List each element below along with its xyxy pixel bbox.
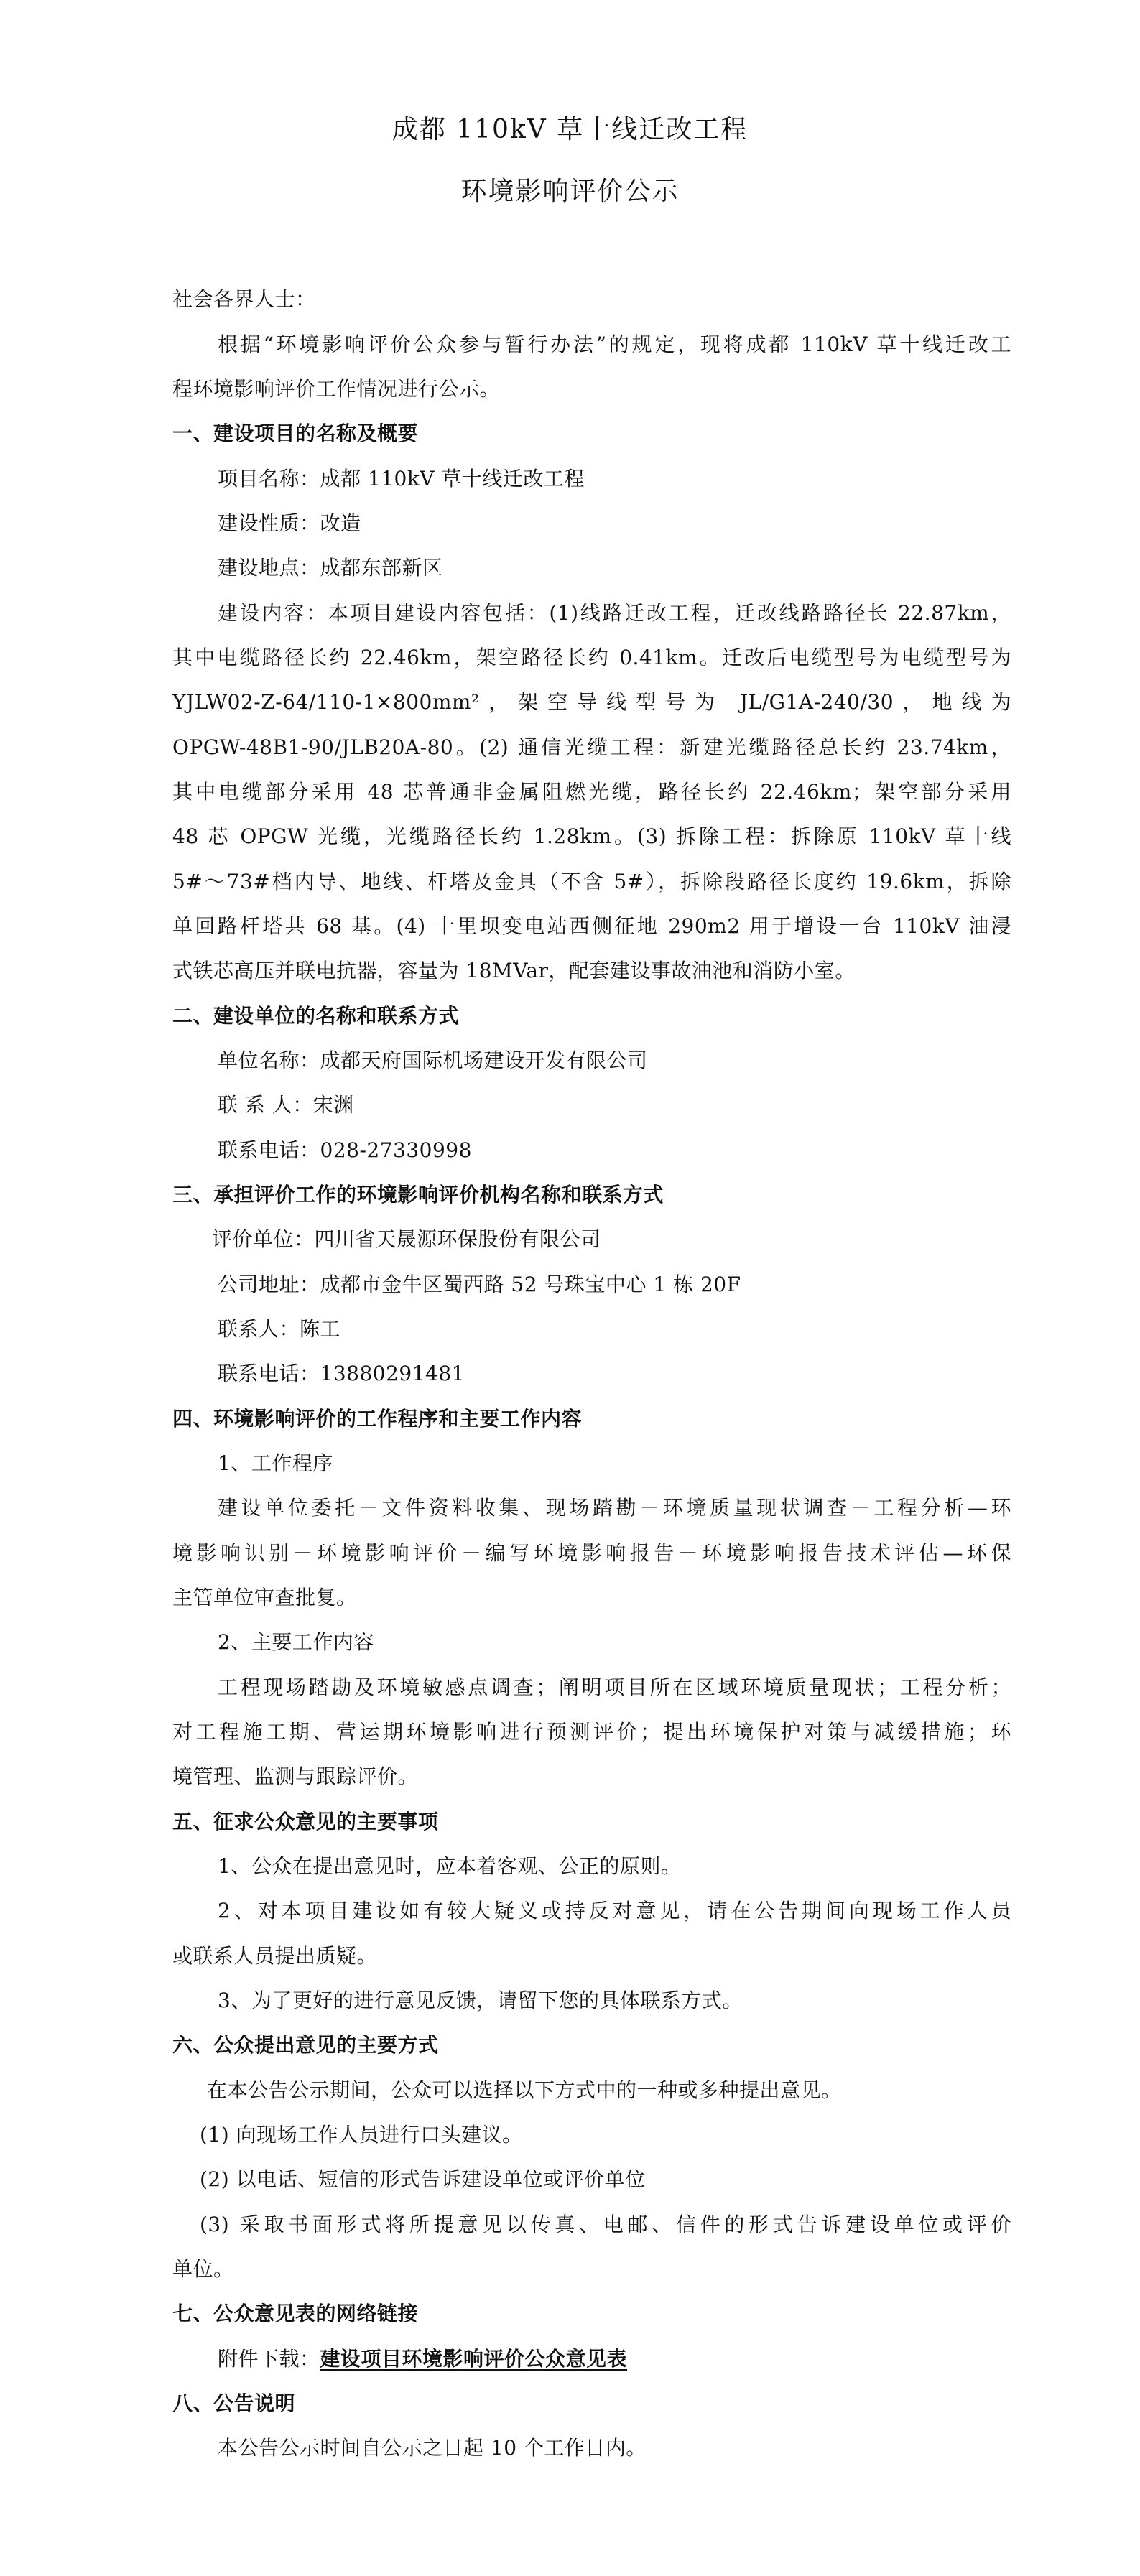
document-title: 成都 110kV 草十线迁改工程: [391, 115, 749, 144]
section-heading-8: 八、公告说明: [172, 2391, 296, 2415]
salutation: 社会各界人士：: [172, 287, 316, 311]
procedure-line: 境影响识别－环境影响评价－编写环境影响报告－环境影响报告技术评估—环保: [172, 1541, 1011, 1565]
content-line: 其中电缆路径长约 22.46km，架空路径长约 0.41km。迁改后电缆型号为电缆型号为: [172, 646, 1011, 669]
content-line: 其中电缆部分采用 48 芯普通非金属阻燃光缆，路径长约 22.46km；架空部分采用: [172, 780, 1011, 804]
attachment-label: 附件下载：: [218, 2347, 320, 2371]
section-heading-6: 六、公众提出意见的主要方式: [172, 2033, 439, 2057]
notice-period: 本公告公示时间自公示之日起 10 个工作日内。: [218, 2436, 647, 2460]
section-heading-7: 七、公众意见表的网络链接: [172, 2302, 419, 2325]
procedure-line: 主管单位审查批复。: [172, 1586, 357, 1609]
content-line: 5#～73#档内导、地线、杆塔及金具（不含 5#），拆除段路径长度约 19.6km，拆除: [172, 870, 1011, 893]
project-location: 建设地点：成都东部新区: [218, 556, 443, 580]
document-subtitle: 环境影响评价公示: [460, 177, 680, 206]
opinion-form-link[interactable]: 建设项目环境影响评价公众意见表: [320, 2347, 628, 2371]
work-line: 工程现场踏勘及环境敏感点调查；阐明项目所在区域环境质量现状；工程分析；: [218, 1675, 1011, 1699]
intro-line: 程环境影响评价工作情况进行公示。: [172, 377, 501, 401]
subheading-procedure: 1、工作程序: [218, 1451, 333, 1475]
method-item: (1) 向现场工作人员进行口头建议。: [200, 2123, 523, 2147]
subheading-work: 2、主要工作内容: [218, 1630, 374, 1654]
builder-contact: 联 系 人：宋渊: [218, 1093, 354, 1117]
content-line: 式铁芯高压并联电抗器，容量为 18MVar，配套建设事故油池和消防小室。: [172, 959, 856, 982]
matter-item: 1、公众在提出意见时，应本着客观、公正的原则。: [218, 1854, 682, 1878]
method-item: (2) 以电话、短信的形式告诉建设单位或评价单位: [200, 2167, 646, 2191]
evaluator-phone: 联系电话：13880291481: [218, 1362, 465, 1385]
content-line: 单回路杆塔共 68 基。(4) 十里坝变电站西侧征地 290m2 用于增设一台 110kV 油浸: [172, 914, 1011, 938]
matter-item: 或联系人员提出质疑。: [172, 1944, 378, 1968]
section-heading-1: 一、建设项目的名称及概要: [172, 422, 419, 445]
content-line: YJLW02-Z-64/110-1×800mm²，架空导线型号为 JL/G1A-240/30，地线为: [172, 690, 1011, 714]
matter-item: 3、为了更好的进行意见反馈，请留下您的具体联系方式。: [218, 1989, 743, 2012]
content-line: OPGW-48B1-90/JLB20A-80。(2) 通信光缆工程：新建光缆路径总长约 23.74km，: [172, 735, 1011, 759]
project-nature: 建设性质：改造: [218, 511, 361, 535]
evaluator-address: 公司地址：成都市金牛区蜀西路 52 号珠宝中心 1 栋 20F: [218, 1273, 741, 1296]
content-line: 建设内容：本项目建设内容包括：(1)线路迁改工程，迁改线路路径长 22.87km，: [218, 601, 1011, 625]
section-heading-4: 四、环境影响评价的工作程序和主要工作内容: [172, 1407, 583, 1431]
evaluator-contact: 联系人：陈工: [218, 1317, 341, 1341]
builder-phone: 联系电话：028-27330998: [218, 1138, 472, 1162]
section-heading-2: 二、建设单位的名称和联系方式: [172, 1004, 460, 1028]
procedure-line: 建设单位委托－文件资料收集、现场踏勘－环境质量现状调查－工程分析—环: [218, 1496, 1011, 1520]
intro-line: 根据“环境影响评价公众参与暂行办法”的规定，现将成都 110kV 草十线迁改工: [218, 333, 1011, 356]
method-intro: 在本公告公示期间，公众可以选择以下方式中的一种或多种提出意见。: [207, 2078, 842, 2102]
matter-item: 2、对本项目建设如有较大疑义或持反对意见，请在公告期间向现场工作人员: [218, 1899, 1011, 1922]
content-line: 48 芯 OPGW 光缆，光缆路径长约 1.28km。(3) 拆除工程：拆除原 110kV 草十线: [172, 824, 1011, 848]
evaluator-unit: 评价单位：四川省天晟源环保股份有限公司: [212, 1227, 601, 1251]
builder-unit: 单位名称：成都天府国际机场建设开发有限公司: [218, 1048, 648, 1072]
section-heading-5: 五、征求公众意见的主要事项: [172, 1810, 439, 1833]
work-line: 对工程施工期、营运期环境影响进行预测评价；提出环境保护对策与减缓措施；环: [172, 1720, 1011, 1744]
project-name: 项目名称：成都 110kV 草十线迁改工程: [218, 467, 585, 490]
work-line: 境管理、监测与跟踪评价。: [172, 1764, 419, 1788]
method-item: (3) 采取书面形式将所提意见以传真、电邮、信件的形式告诉建设单位或评价: [200, 2213, 1011, 2236]
attachment-row: [218, 2346, 627, 2372]
method-item: 单位。: [172, 2257, 234, 2281]
section-heading-3: 三、承担评价工作的环境影响评价机构名称和联系方式: [172, 1183, 664, 1206]
